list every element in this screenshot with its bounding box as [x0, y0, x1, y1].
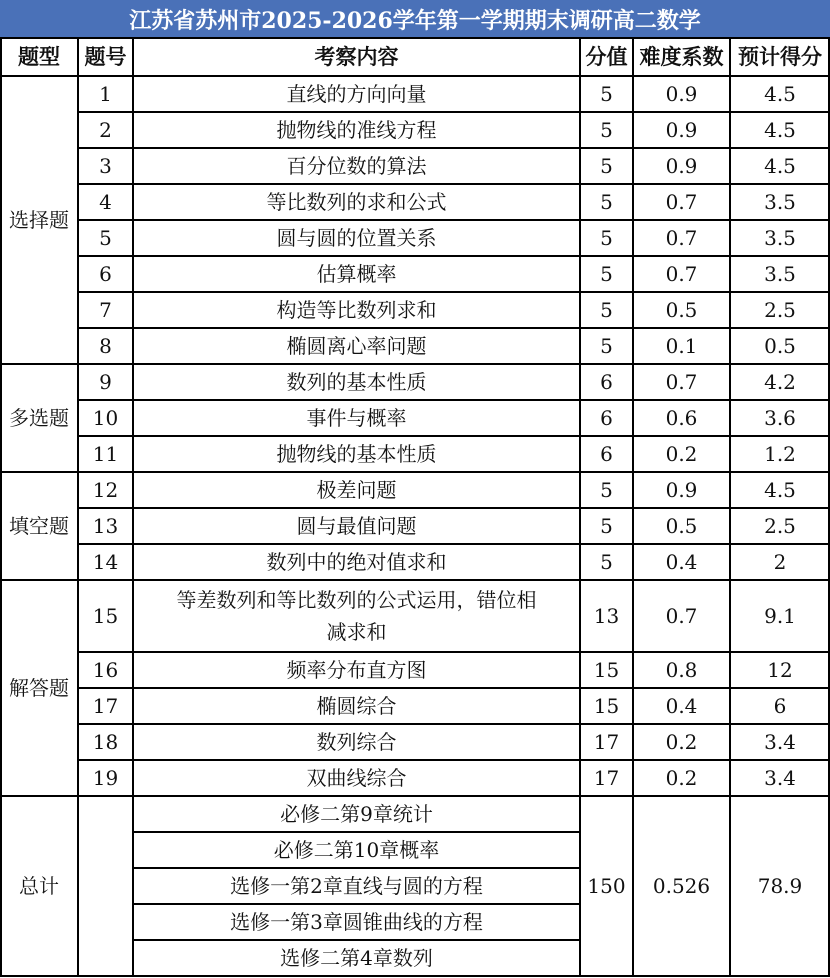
column-divider [132, 38, 134, 976]
question-difficulty: 0.8 [665, 658, 698, 682]
question-difficulty: 0.4 [665, 550, 698, 574]
question-difficulty: 0.7 [665, 370, 698, 394]
header-number: 题号 [84, 44, 127, 70]
question-content-line: 减求和 [326, 620, 387, 644]
question-content: 频率分布直方图 [286, 658, 427, 682]
question-number: 5 [99, 226, 112, 250]
question-type-label: 填空题 [9, 514, 69, 538]
question-number: 3 [99, 154, 112, 178]
question-content: 估算概率 [316, 262, 397, 286]
question-number: 7 [99, 298, 112, 322]
chapter-item: 必修二第10章概率 [273, 838, 440, 862]
question-score: 5 [600, 550, 613, 574]
chapter-item: 选修一第3章圆锥曲线的方程 [230, 910, 483, 934]
question-number: 6 [99, 262, 112, 286]
question-score: 6 [600, 370, 613, 394]
question-score: 17 [593, 730, 620, 754]
question-expected-score: 4.2 [764, 370, 796, 394]
question-difficulty: 0.7 [665, 190, 698, 214]
question-score: 5 [600, 226, 613, 250]
question-expected-score: 3.5 [764, 190, 796, 214]
question-score: 5 [600, 262, 613, 286]
question-content: 数列中的绝对值求和 [266, 550, 447, 574]
header-difficulty: 难度系数 [639, 44, 724, 70]
question-expected-score: 3.4 [764, 766, 796, 790]
question-difficulty: 0.2 [665, 730, 698, 754]
question-number: 11 [92, 442, 119, 466]
total-expected-score: 78.9 [757, 874, 803, 898]
question-number: 15 [92, 604, 119, 628]
question-difficulty: 0.7 [665, 226, 698, 250]
question-number: 4 [99, 190, 112, 214]
question-number: 17 [92, 694, 119, 718]
question-difficulty: 0.1 [665, 334, 698, 358]
question-score: 5 [600, 334, 613, 358]
question-score: 5 [600, 514, 613, 538]
header-expected: 预计得分 [738, 44, 822, 70]
question-difficulty: 0.5 [665, 514, 698, 538]
question-score: 5 [600, 298, 613, 322]
question-expected-score: 3.4 [764, 730, 796, 754]
question-type-label: 多选题 [9, 406, 69, 430]
question-score: 13 [593, 604, 620, 628]
question-score: 15 [593, 658, 620, 682]
question-expected-score: 4.5 [764, 154, 796, 178]
question-expected-score: 2.5 [764, 514, 796, 538]
question-difficulty: 0.4 [665, 694, 698, 718]
question-content: 百分位数的算法 [286, 154, 427, 178]
question-content: 构造等比数列求和 [276, 298, 437, 322]
question-number: 2 [99, 118, 112, 142]
table-bottom-border [0, 975, 830, 977]
question-difficulty: 0.2 [665, 442, 698, 466]
sheet-title: 江苏省苏州市2025-2026学年第一学期期末调研高二数学 [0, 0, 830, 38]
question-expected-score: 9.1 [764, 604, 796, 628]
question-difficulty: 0.9 [665, 478, 698, 502]
column-divider [729, 38, 731, 976]
question-content: 双曲线综合 [306, 766, 407, 790]
question-score: 5 [600, 82, 613, 106]
question-number: 18 [92, 730, 119, 754]
question-content: 等比数列的求和公式 [266, 190, 447, 214]
question-difficulty: 0.9 [665, 154, 698, 178]
question-expected-score: 4.5 [764, 478, 796, 502]
question-difficulty: 0.7 [665, 604, 698, 628]
header-bottom-border [0, 75, 830, 77]
header-score: 分值 [585, 44, 628, 70]
question-number: 19 [92, 766, 119, 790]
table-top-border [0, 37, 830, 39]
question-content: 事件与概率 [306, 406, 407, 430]
question-expected-score: 4.5 [764, 82, 796, 106]
question-difficulty: 0.9 [665, 118, 698, 142]
header-content: 考察内容 [314, 44, 399, 70]
column-divider [632, 38, 634, 976]
question-content: 数列的基本性质 [286, 370, 427, 394]
total-label: 总计 [19, 874, 59, 898]
question-content: 极差问题 [316, 478, 397, 502]
question-score: 17 [593, 766, 620, 790]
question-score: 6 [600, 442, 613, 466]
column-divider [77, 38, 79, 976]
question-content: 数列综合 [316, 730, 397, 754]
total-difficulty: 0.526 [652, 874, 711, 898]
question-score: 5 [600, 154, 613, 178]
column-divider [579, 38, 581, 976]
question-score: 5 [600, 190, 613, 214]
question-expected-score: 2.5 [764, 298, 796, 322]
question-content: 椭圆离心率问题 [286, 334, 427, 358]
question-content [133, 580, 580, 652]
question-difficulty: 0.9 [665, 82, 698, 106]
question-number: 12 [92, 478, 119, 502]
question-content: 圆与最值问题 [296, 514, 417, 538]
chapter-item: 选修二第4章数列 [280, 946, 433, 970]
question-score: 15 [593, 694, 620, 718]
table-left-border [0, 38, 2, 976]
question-content: 直线的方向向量 [286, 82, 427, 106]
question-type-label: 解答题 [9, 676, 69, 700]
question-content: 抛物线的准线方程 [276, 118, 437, 142]
total-score: 150 [587, 874, 626, 898]
question-content-line: 等差数列和等比数列的公式运用，错位相 [176, 588, 537, 612]
question-content: 抛物线的基本性质 [276, 442, 437, 466]
question-expected-score: 0.5 [764, 334, 796, 358]
chapter-item: 选修一第2章直线与圆的方程 [230, 874, 483, 898]
question-number: 10 [92, 406, 119, 430]
question-expected-score: 3.5 [764, 262, 796, 286]
question-content: 圆与圆的位置关系 [276, 226, 437, 250]
question-difficulty: 0.7 [665, 262, 698, 286]
question-expected-score: 4.5 [764, 118, 796, 142]
question-expected-score: 3.6 [764, 406, 796, 430]
question-number: 8 [99, 334, 112, 358]
question-expected-score: 2 [773, 550, 787, 574]
question-expected-score: 3.5 [764, 226, 796, 250]
chapter-item: 必修二第9章统计 [280, 802, 433, 826]
question-expected-score: 1.2 [764, 442, 796, 466]
question-number: 1 [99, 82, 112, 106]
question-number: 14 [92, 550, 119, 574]
question-score: 6 [600, 406, 613, 430]
question-number: 13 [92, 514, 119, 538]
question-number: 16 [92, 658, 119, 682]
header-type: 题型 [18, 44, 60, 70]
question-number: 9 [99, 370, 112, 394]
question-type-label: 选择题 [9, 208, 69, 232]
question-difficulty: 0.2 [665, 766, 698, 790]
question-score: 5 [600, 118, 613, 142]
question-score: 5 [600, 478, 613, 502]
question-expected-score: 12 [767, 658, 793, 682]
question-difficulty: 0.5 [665, 298, 698, 322]
question-difficulty: 0.6 [665, 406, 698, 430]
question-expected-score: 6 [773, 694, 787, 718]
question-content: 椭圆综合 [316, 694, 397, 718]
